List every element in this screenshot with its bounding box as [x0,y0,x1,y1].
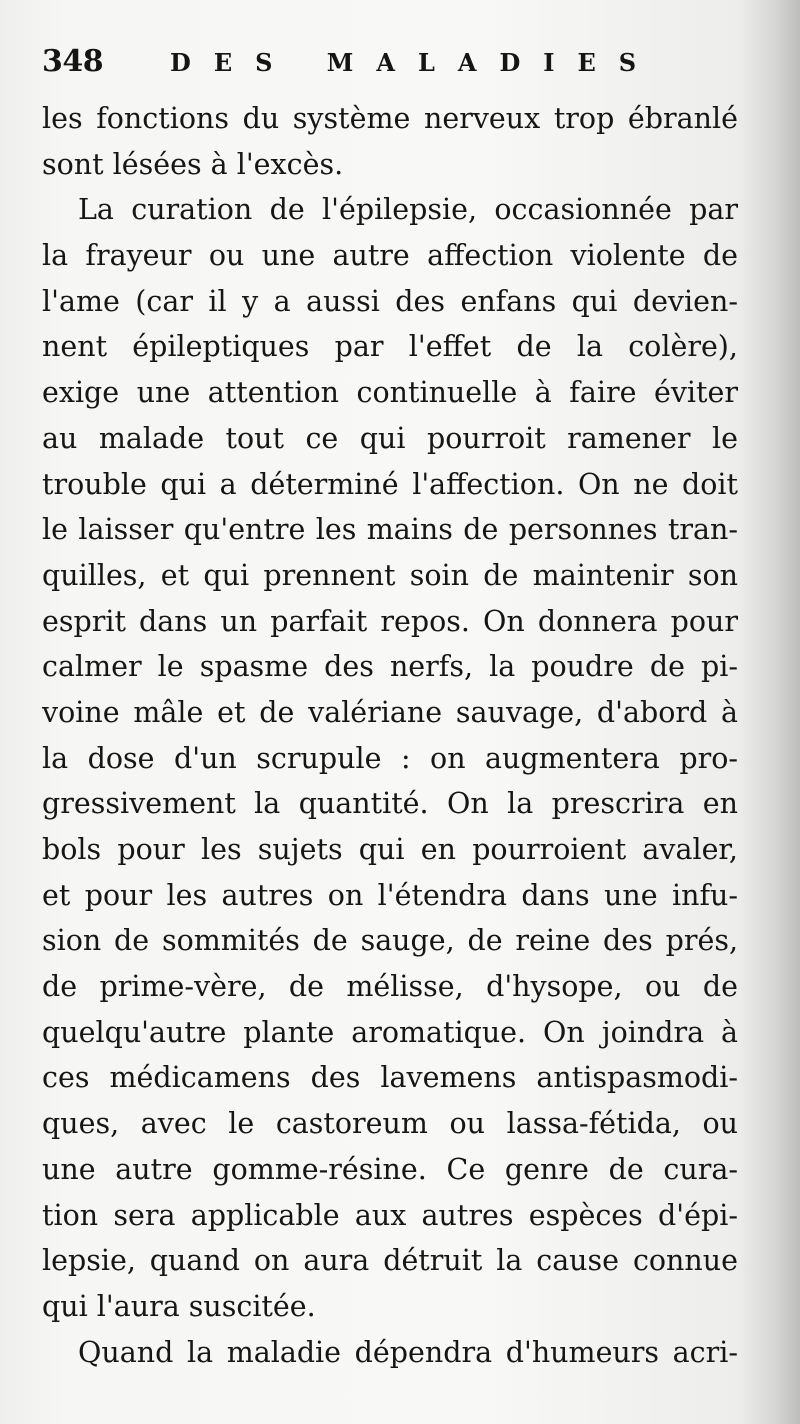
text-line: la frayeur ou une autre affection violente de [42,239,738,273]
text-line: exige une attention continuelle à faire éviter [42,376,738,410]
text-line: ques, avec le castoreum ou lassa-fétida, ou [42,1107,738,1141]
text-line: l'ame (car il y a aussi des enfans qui devien- [42,284,738,318]
text-line: et pour les autres on l'étendra dans une infu- [42,878,738,912]
page-number: 348 [42,44,104,79]
text-line: trouble qui a déterminé l'affection. On ne doit [42,467,738,501]
text-line: bols pour les sujets qui en pourroient avaler, [42,833,738,866]
text-line: sont lésées à l'excès. [42,147,344,181]
text-line: lepsie, quand on aura détruit la cause connue [42,1244,738,1278]
text-line: voine mâle et de valériane sauvage, d'abord à [42,695,738,729]
text-line: quilles, et qui prennent soin de maintenir son [42,558,738,592]
text-line: au malade tout ce qui pourroit ramener le [42,421,738,455]
text-line: le laisser qu'entre les mains de personnes tran- [42,513,738,547]
text-line: tion sera applicable aux autres espèces d'épi- [42,1198,738,1232]
text-line: ces médicamens des lavemens antispasmodi- [42,1061,738,1095]
running-head: DES MALADIES [170,48,660,77]
page-header [42,40,762,84]
page-edge-shadow [740,0,800,1424]
text-line: La curation de l'épilepsie, occasionnée par [78,193,738,227]
text-line: calmer le spasme des nerfs, la poudre de pi- [42,650,738,684]
text-line: esprit dans un parfait repos. On donnera pour [42,604,738,638]
text-line: gressivement la quantité. On la prescrira en [42,787,738,821]
text-line: qui l'aura suscitée. [42,1289,316,1323]
text-line: sion de sommités de sauge, de reine des prés, [42,924,738,958]
body-text [42,96,738,1375]
text-line: les fonctions du système nerveux trop ébranlé [42,102,738,135]
text-line: quelqu'autre plante aromatique. On joindra à [42,1015,738,1049]
text-line: une autre gomme-résine. Ce genre de cura- [42,1152,738,1186]
text-line: nent épileptiques par l'effet de la colère), [42,330,738,364]
text-line: la dose d'un scrupule : on augmentera pro- [42,741,738,775]
text-line: Quand la maladie dépendra d'humeurs acri- [78,1335,738,1369]
text-line: de prime-vère, de mélisse, d'hysope, ou de [42,970,738,1004]
